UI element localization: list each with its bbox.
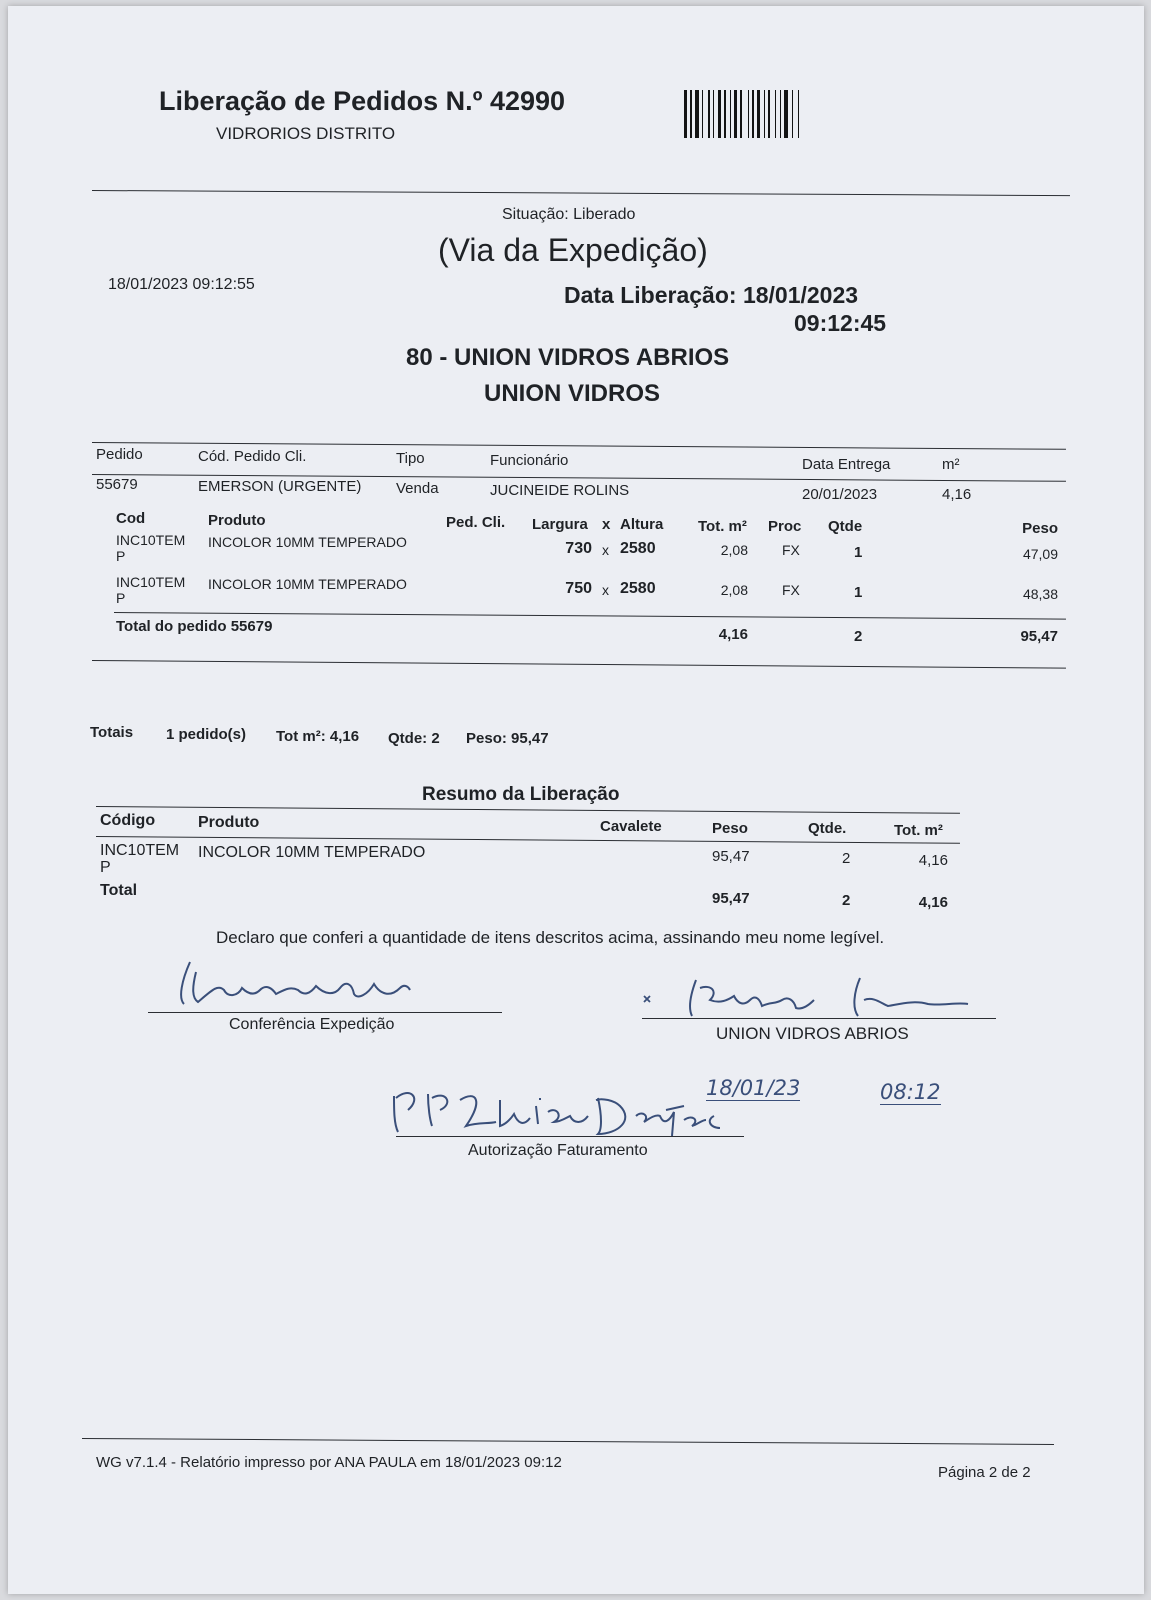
item-col-qtde: Qtde [828, 518, 863, 535]
summary-row-produto: INCOLOR 10MM TEMPERADO [198, 844, 426, 861]
col-tipo: Tipo [396, 450, 425, 467]
order-m2: 4,16 [942, 486, 972, 503]
handwritten-date: 18/01/23 [706, 1076, 801, 1100]
item-1-x: x [602, 542, 609, 558]
summary-col-produto: Produto [198, 814, 260, 831]
order-total-label: Total do pedido 55679 [116, 618, 273, 635]
summary-col-cavalete: Cavalete [600, 818, 662, 835]
item-col-proc: Proc [768, 518, 802, 535]
document-page [8, 6, 1144, 1594]
item-col-tot-m2: Tot. m² [698, 518, 747, 535]
col-data-entrega: Data Entrega [802, 456, 891, 473]
order-total-qtde: 2 [854, 628, 863, 645]
item-col-produto: Produto [208, 512, 266, 529]
item-1-peso: 47,09 [1022, 546, 1058, 562]
divider [92, 190, 1070, 196]
summary-row-qtde: 2 [842, 850, 851, 867]
item-col-peso: Peso [1022, 520, 1058, 537]
page-number: Página 2 de 2 [938, 1464, 1031, 1481]
barcode-icon [682, 86, 862, 142]
summary-col-codigo: Código [100, 812, 156, 829]
summary-total-label: Total [100, 882, 138, 899]
summary-total-peso: 95,47 [712, 890, 750, 907]
item-1-qtde: 1 [854, 544, 863, 561]
situation-label: Situação: Liberado [502, 206, 636, 223]
summary-row-codigo: INC10TEM P [100, 842, 180, 876]
summary-row-peso: 95,47 [712, 848, 750, 865]
item-col-altura: Altura [620, 516, 664, 533]
item-col-cod: Cod [116, 510, 146, 527]
table-bottom-rule [92, 660, 1066, 669]
document-title: Liberação de Pedidos N.º 42990 [159, 86, 566, 116]
totals-qtde: Qtde: 2 [388, 730, 440, 747]
summary-total-qtde: 2 [842, 892, 851, 909]
summary-col-tot-m2: Tot. m² [894, 822, 943, 839]
order-delivery-date: 20/01/2023 [802, 486, 878, 503]
col-pedido: Pedido [96, 446, 143, 463]
summary-col-qtde: Qtde. [808, 820, 847, 837]
signature-autorizacao-icon [388, 1076, 738, 1142]
item-col-largura: Largura [532, 516, 588, 533]
order-number: 55679 [96, 476, 138, 493]
order-employee: JUCINEIDE ROLINS [490, 482, 630, 499]
col-m2: m² [942, 456, 960, 473]
item-col-ped-cli: Ped. Cli. [446, 514, 506, 531]
handwritten-time: 08:12 [880, 1080, 941, 1104]
item-1-altura: 2580 [620, 540, 656, 557]
release-time: 09:12:45 [794, 310, 887, 336]
summary-row-tot-m2: 4,16 [918, 852, 948, 869]
item-1-tot-m2: 2,08 [720, 542, 748, 558]
release-date: Data Liberação: 18/01/2023 [564, 282, 859, 308]
footer-rule [82, 1438, 1054, 1445]
signature-label-client: UNION VIDROS ABRIOS [716, 1024, 909, 1043]
item-2-qtde: 1 [854, 584, 863, 601]
client-name: 80 - UNION VIDROS ABRIOS [406, 344, 730, 371]
item-1-produto: INCOLOR 10MM TEMPERADO [208, 534, 407, 550]
signature-client-icon [638, 970, 978, 1022]
totals-m2: Tot m²: 4,16 [276, 728, 360, 745]
summary-col-peso: Peso [712, 820, 748, 837]
company-name: VIDRORIOS DISTRITO [216, 124, 396, 143]
item-2-altura: 2580 [620, 580, 656, 597]
print-timestamp: 18/01/2023 09:12:55 [108, 276, 255, 293]
item-1-proc: FX [782, 542, 800, 558]
order-total-m2: 4,16 [718, 626, 748, 643]
signature-line-autorizacao [396, 1136, 744, 1137]
item-2-proc: FX [782, 582, 800, 598]
signature-line-client [642, 1018, 996, 1019]
summary-title: Resumo da Liberação [422, 784, 620, 805]
summary-top-rule [96, 806, 960, 814]
footer-print-info: WG v7.1.4 - Relatório impresso por ANA PAULA em 18/01/2023 09:12 [96, 1454, 562, 1471]
totals-pedidos: 1 pedido(s) [166, 726, 247, 743]
item-2-largura: 750 [565, 580, 592, 597]
signature-label-conferencia: Conferência Expedição [229, 1016, 395, 1033]
summary-total-tot-m2: 4,16 [918, 894, 948, 911]
col-cod-pedido-cli: Cód. Pedido Cli. [198, 448, 307, 465]
signature-line-conferencia [148, 1012, 502, 1013]
item-2-x: x [602, 582, 609, 598]
item-2-produto: INCOLOR 10MM TEMPERADO [208, 576, 407, 592]
order-client-code: EMERSON (URGENTE) [198, 478, 362, 495]
item-1-cod: INC10TEM P [116, 532, 186, 564]
item-2-tot-m2: 2,08 [720, 582, 748, 598]
item-1-largura: 730 [565, 540, 592, 557]
order-type: Venda [396, 480, 439, 497]
client-short-name: UNION VIDROS [484, 380, 661, 407]
item-col-x: x [602, 516, 611, 533]
signature-conferencia-icon [168, 954, 428, 1014]
declaration-text: Declaro que conferi a quantidade de itens descritos acima, assinando meu nome legível. [216, 928, 885, 947]
order-total-peso: 95,47 [1020, 628, 1058, 645]
item-2-cod: INC10TEM P [116, 574, 186, 606]
summary-header-rule [96, 836, 960, 844]
item-2-peso: 48,38 [1022, 586, 1058, 602]
via-label: (Via da Expedição) [438, 232, 708, 268]
totals-peso: Peso: 95,47 [466, 730, 549, 747]
signature-label-autorizacao: Autorização Faturamento [468, 1142, 648, 1159]
totals-label: Totais [90, 724, 134, 741]
col-funcionario: Funcionário [490, 452, 569, 469]
